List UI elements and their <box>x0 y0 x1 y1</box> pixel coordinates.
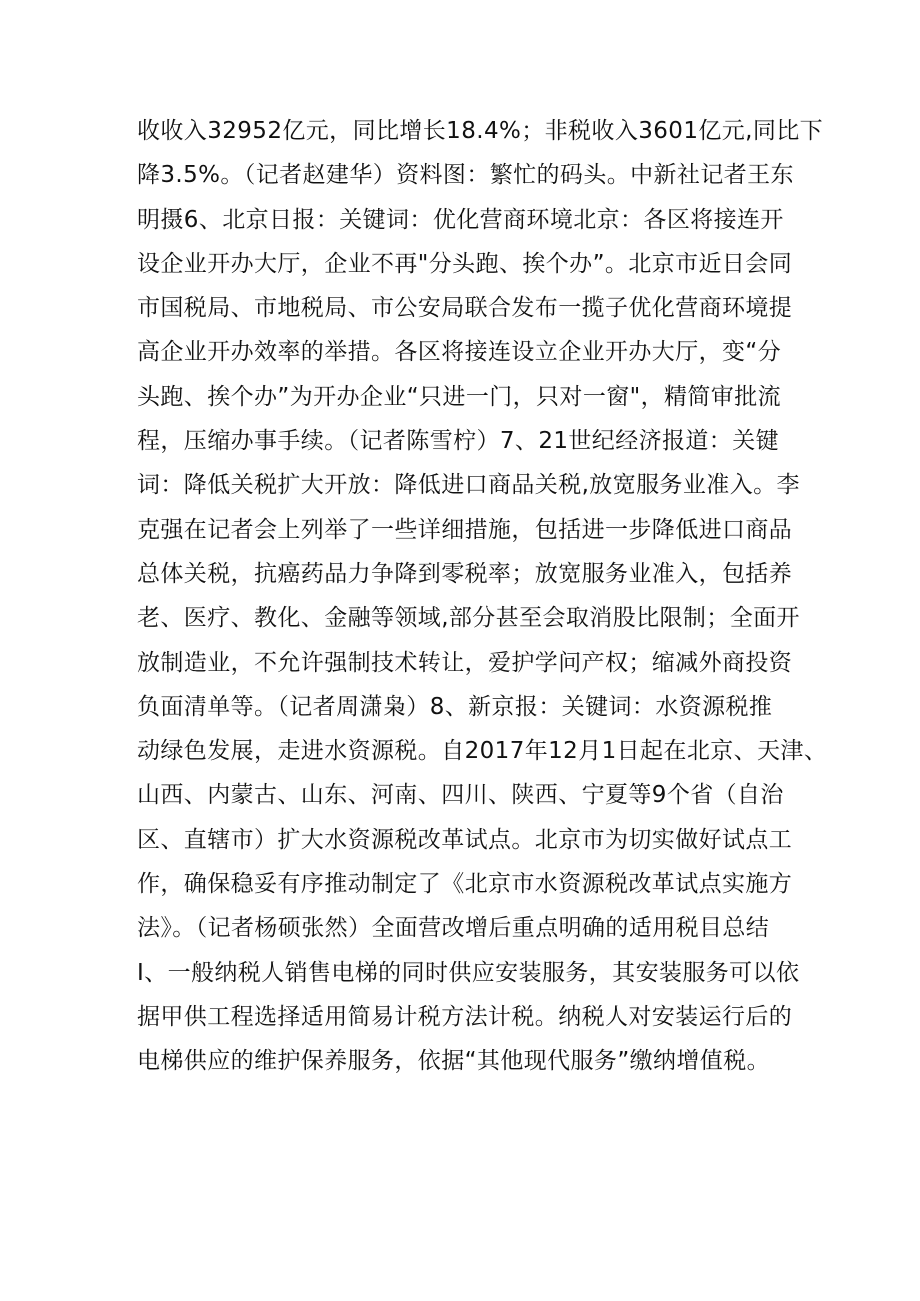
text-line: 区、直辖市）扩大水资源税改革试点。北京市为切实做好试点工 <box>137 826 793 853</box>
text-line: 词：降低关税扩大开放：降低进口商品关税,放宽服务业准入。李 <box>137 472 800 499</box>
text-line: 头跑、挨个办”为开办企业“只进一门，只对一窗"，精简审批流 <box>137 383 782 410</box>
text-line: 动绿色发展，走进水资源税。自2017年12月1日起在北京、天津、 <box>137 738 828 765</box>
text-line: 克强在记者会上列举了一些详细措施，包括进一步降低进口商品 <box>137 516 793 543</box>
body-text <box>137 109 828 1084</box>
text-line: I、一般纳税人销售电梯的同时供应安装服务，其安装服务可以依 <box>137 959 800 986</box>
text-line: 负面清单等。（记者周潇枭）8、新京报：关键词：水资源税推 <box>137 693 773 720</box>
text-line: 降3.5%。（记者赵建华）资料图：繁忙的码头。中新社记者王东 <box>137 162 794 189</box>
text-line: 收收入32952亿元，同比增长18.4%；非税收入3601亿元,同比下 <box>137 118 824 144</box>
text-line: 老、医疗、教化、金融等领域,部分甚至会取消股比限制；全面开 <box>137 605 800 632</box>
text-line: 市国税局、市地税局、市公安局联合发布一揽子优化营商环境提 <box>137 295 793 322</box>
text-line: 放制造业，不允许强制技术转让，爱护学问产权；缩减外商投资 <box>137 649 793 676</box>
text-line: 法》。（记者杨硕张然）全面营改增后重点明确的适用税目总结 <box>137 915 770 942</box>
text-line: 高企业开办效率的举措。各区将接连设立企业开办大厅，变“分 <box>137 339 782 366</box>
text-line: 电梯供应的维护保养服务，依据“其他现代服务”缴纳增值税。 <box>137 1048 771 1075</box>
text-line: 山西、内蒙古、山东、河南、四川、陕西、宁夏等9个省（自治 <box>137 782 784 809</box>
text-line: 作，确保稳妥有序推动制定了《北京市水资源税改革试点实施方 <box>137 871 793 898</box>
text-line: 程，压缩办事手续。（记者陈雪柠）7、21世纪经济报道：关键 <box>137 428 779 455</box>
text-line: 总体关税，抗癌药品力争降到零税率；放宽服务业准入，包括养 <box>137 560 793 587</box>
text-line: 设企业开办大厅，企业不再"分头跑、挨个办”。北京市近日会同 <box>137 250 793 277</box>
text-line: 明摄6、北京日报：关键词：优化营商环境北京：各区将接连开 <box>137 206 784 233</box>
text-line: 据甲供工程选择适用简易计税方法计税。纳税人对安装运行后的 <box>137 1003 793 1030</box>
